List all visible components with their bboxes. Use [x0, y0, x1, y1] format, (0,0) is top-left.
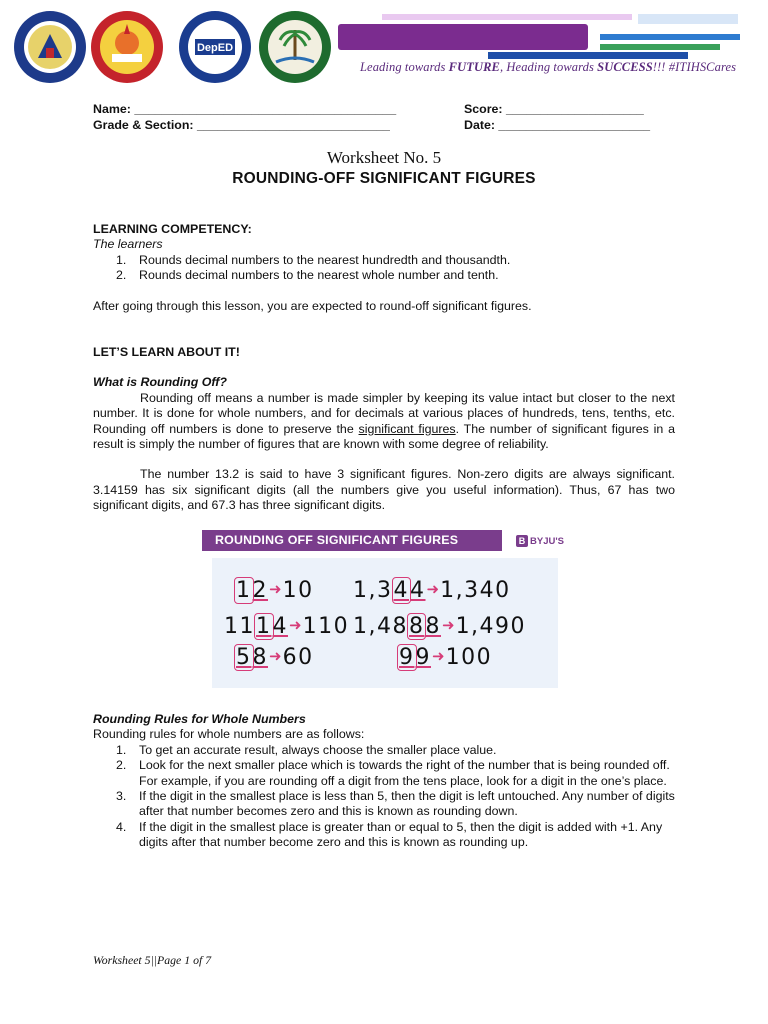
list-item: 3. If the digit in the smallest place is less than 5, then the digit is left untouched. Any number of digits after that number becomes zero and this is known as rounding down.	[116, 789, 675, 819]
score-field[interactable]: Score: ____________________	[464, 102, 644, 116]
rules-list	[93, 743, 675, 851]
figure-title-bar: ROUNDING OFF SIGNIFICANT FIGURES	[202, 530, 502, 551]
arrow-icon: ➜	[426, 580, 440, 598]
rules-heading: Rounding Rules for Whole Numbers	[93, 712, 306, 726]
deped-seal-logo	[13, 10, 87, 84]
byjus-logo: B BYJU'S	[516, 533, 564, 549]
list-item: 2. Rounds decimal numbers to the nearest whole number and tenth.	[116, 268, 499, 283]
worksheet-number: Worksheet No. 5	[326, 148, 442, 167]
name-field[interactable]: Name: ______________________________________	[93, 102, 397, 116]
rounding-example: 1,4888➜1,490	[353, 614, 527, 639]
list-item: 2. Look for the next smaller place which is towards the right of the number that is being rounded off. For example, if you are rounding off a digit from the tens place, look for a digit in the one’s place.	[116, 758, 670, 788]
learn-heading: LET’S LEARN ABOUT IT!	[93, 345, 240, 360]
competency-heading: LEARNING COMPETENCY:	[93, 222, 252, 236]
mathematics-banner	[338, 14, 748, 60]
lesson-body	[93, 222, 675, 514]
svg-text:DepED: DepED	[196, 42, 234, 54]
region-seal-logo	[90, 10, 164, 84]
school-seal-logo	[258, 10, 332, 84]
page-header	[0, 0, 768, 88]
competency-lead: The learners	[93, 237, 163, 252]
list-item: 1. Rounds decimal numbers to the nearest hundredth and thousandth.	[116, 252, 511, 267]
arrow-icon: ➜	[269, 580, 282, 598]
worksheet-topic: ROUNDING-OFF SIGNIFICANT FIGURES	[232, 170, 536, 187]
rounding-example: 12➜10	[236, 578, 314, 603]
figure-panel	[212, 558, 558, 688]
rules-lead: Rounding rules for whole numbers are as follows:	[93, 727, 365, 742]
significant-figures-link[interactable]: significant figures	[358, 421, 456, 436]
expectation-text: After going through this lesson, you are expected to round-off significant figures.	[93, 298, 532, 313]
rounding-definition-paragraph: Rounding off means a number is made simpler by keeping its value intact but closer to the next number. It is done for whole numbers, and for decimals at various places of hundreds, tens, tenths, etc. Rounding off numbers is done to preserve the significant figures. The number of significant figures in a result is simply the number of figures that are known with some degree of reliability.	[93, 390, 675, 452]
student-info-form	[93, 101, 683, 133]
page-footer: Worksheet 5||Page 1 of 7	[93, 953, 212, 967]
list-item: 4. If the digit in the smallest place is greater than or equal to 5, then the digit is added with +1. Any digits after that number become zero and this is known as rounding up.	[116, 819, 663, 850]
significant-digits-paragraph: The number 13.2 is said to have 3 significant figures. Non-zero digits are always significant. 3.14159 has six significant digits (all the numbers give you useful information). Thus, 67 has two significant digits, and 67.3 has three significant digits.	[93, 467, 675, 513]
rounding-example: 58➜60	[236, 645, 314, 670]
arrow-icon: ➜	[441, 616, 455, 634]
arrow-icon: ➜	[269, 647, 282, 665]
rounding-subheading: What is Rounding Off?	[93, 375, 227, 390]
arrow-icon: ➜	[432, 647, 445, 665]
date-field[interactable]: Date: ______________________	[464, 118, 651, 132]
motto-text: Leading towards FUTURE, Heading towards SUCCESS!!! #ITIHSCares	[360, 60, 737, 74]
byjus-icon: B	[516, 535, 528, 547]
arrow-icon: ➜	[289, 616, 302, 634]
rounding-example: 1114➜110	[224, 614, 350, 639]
list-item: 1. To get an accurate result, always choose the smaller place value.	[116, 742, 497, 757]
rounding-example: 99➜100	[399, 645, 493, 670]
competency-list	[93, 253, 675, 284]
grade-section-field[interactable]: Grade & Section: ____________________________	[93, 118, 390, 132]
rounding-figure	[202, 530, 564, 690]
rounding-rules-section	[93, 712, 675, 851]
rounding-example: 1,344➜1,340	[353, 578, 511, 603]
deped-logo	[178, 10, 252, 84]
